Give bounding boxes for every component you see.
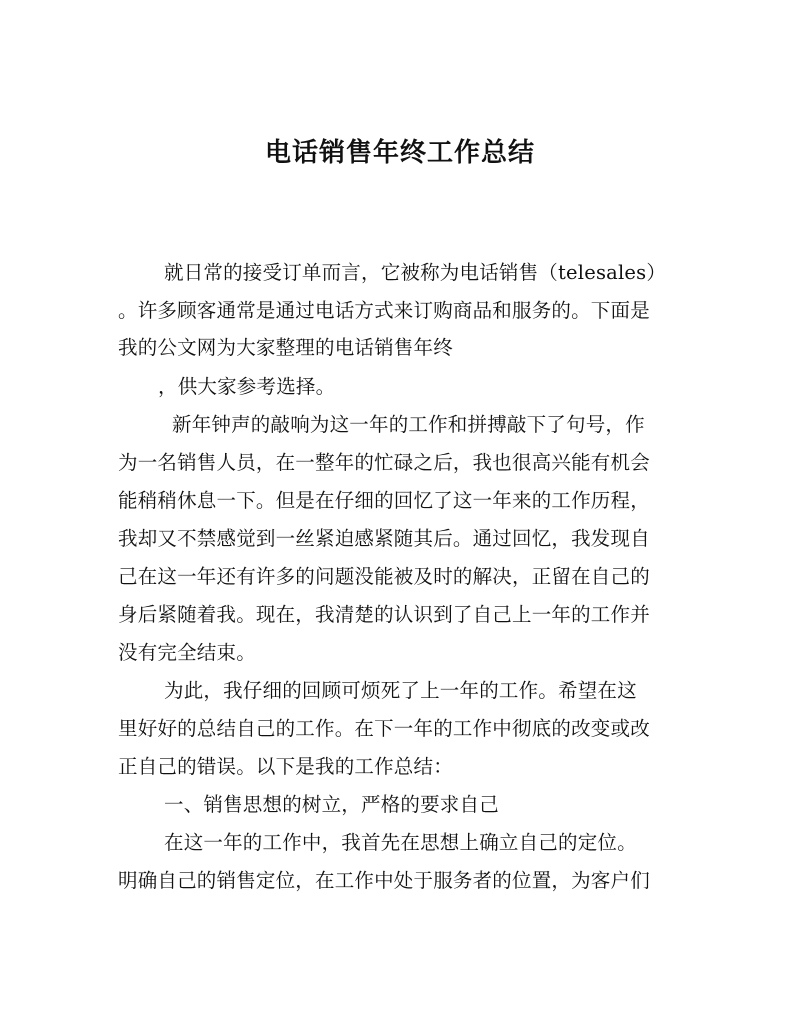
body-line: 能稍稍休息一下。但是在仔细的回忆了这一年来的工作历程，: [118, 489, 650, 512]
body-line: 我却又不禁感觉到一丝紧迫感紧随其后。通过回忆，我发现自: [118, 527, 650, 550]
body-line: 正自己的错误。以下是我的工作总结：: [118, 755, 453, 778]
body-line: 。许多顾客通常是通过电话方式来订购商品和服务的。下面是: [118, 299, 650, 322]
document-title: 电话销售年终工作总结: [264, 138, 535, 168]
body-line: 里好好的总结自己的工作。在下一年的工作中彻底的改变或改: [118, 717, 650, 740]
body-line: 身后紧随着我。现在，我清楚的认识到了自己上一年的工作并: [118, 603, 650, 626]
body-line: 新年钟声的敲响为这一年的工作和拼搏敲下了句号，作: [172, 413, 645, 436]
body-line: 明确自己的销售定位，在工作中处于服务者的位置，为客户们: [118, 869, 650, 892]
body-line: 己在这一年还有许多的问题没能被及时的解决，正留在自己的: [118, 565, 650, 588]
body-line: 为此，我仔细的回顾可烦死了上一年的工作。希望在这: [164, 679, 637, 702]
body-line: 就日常的接受订单而言，它被称为电话销售（telesales）: [164, 261, 667, 284]
section-heading: 一、销售思想的树立，严格的要求自己: [164, 793, 499, 816]
body-line: 在这一年的工作中，我首先在思想上确立自己的定位。: [164, 831, 637, 854]
body-line: 没有完全结束。: [118, 641, 256, 664]
body-line: 为一名销售人员，在一整年的忙碌之后，我也很高兴能有机会: [118, 451, 650, 474]
body-line: ，供大家参考选择。: [158, 375, 336, 398]
body-line: 我的公文网为大家整理的电话销售年终: [118, 336, 453, 359]
